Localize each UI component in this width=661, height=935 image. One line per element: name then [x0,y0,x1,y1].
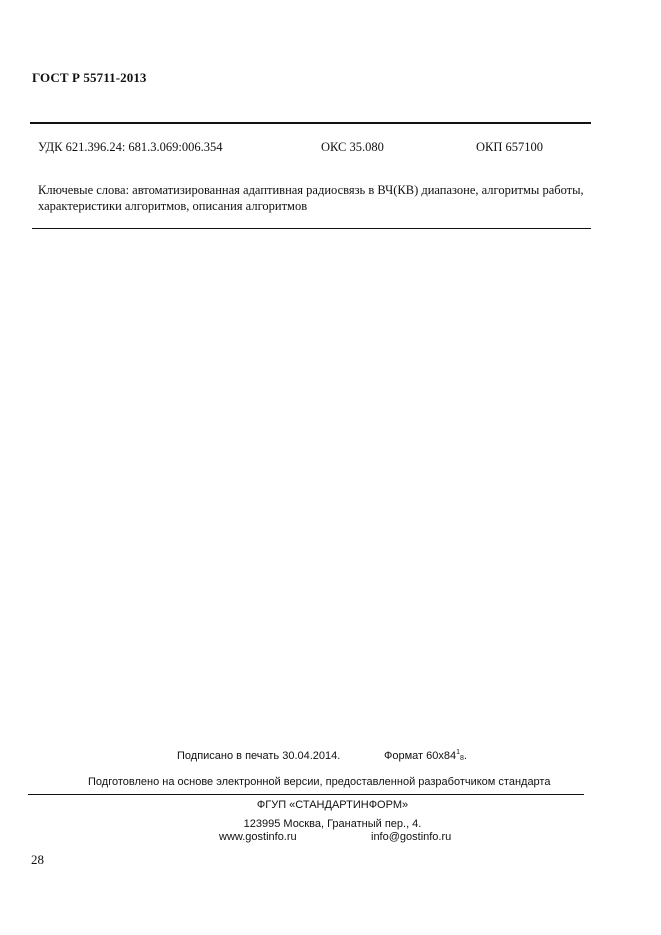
format-prefix: Формат 60x84 [384,750,457,762]
udc-code: УДК 621.396.24: 681.3.069:006.354 [38,140,223,154]
format-suffix: . [463,750,467,762]
signed-for-print: Подписано в печать 30.04.2014. [177,750,341,762]
publisher-name: ФГУП «СТАНДАРТИНФОРМ» [256,799,409,811]
top-divider [30,122,591,124]
standard-header: ГОСТ Р 55711-2013 [32,70,147,85]
publisher-email[interactable]: info@gostinfo.ru [371,831,452,843]
prepared-note: Подготовлено на основе электронной версии, предоставленной разработчиком стандарта [88,776,551,788]
publisher-address: 123995 Москва, Гранатный пер., 4. [243,818,422,830]
paper-format [384,750,467,762]
keywords-text: Ключевые слова: автоматизированная адаптивная радиосвязь в ВЧ(КВ) диапазоне, алгоритмы работы, характеристики алгоритмов, описания алгоритмов [38,183,584,213]
oks-code: ОКС 35.080 [321,140,384,154]
okp-code: ОКП 657100 [476,140,544,154]
format-numerator: 1 [456,749,461,756]
imprint-divider [28,794,584,795]
publisher-website[interactable]: www.gostinfo.ru [219,831,297,843]
page-number: 28 [31,852,44,867]
format-denominator: 8 [460,755,464,762]
keywords-divider [32,228,591,229]
